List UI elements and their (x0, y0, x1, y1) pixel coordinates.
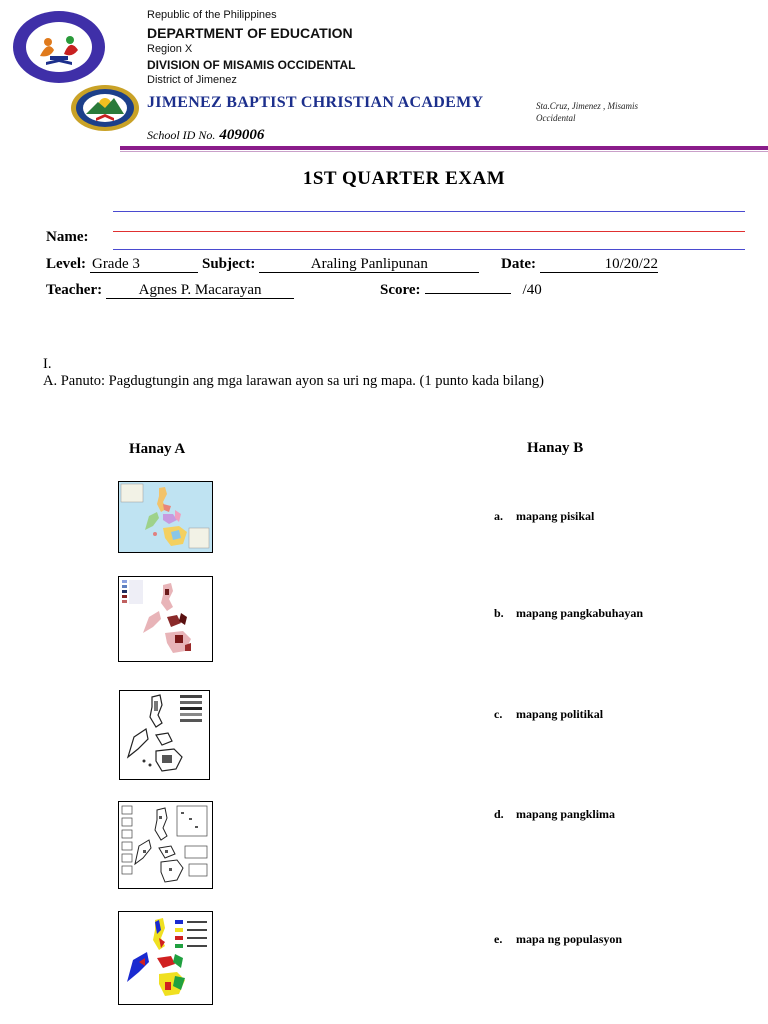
choice-b (494, 606, 643, 621)
header-department: DEPARTMENT OF EDUCATION (147, 25, 353, 41)
teacher-label: Teacher: (46, 282, 103, 298)
climate-map-image (118, 911, 213, 1005)
choice-a (494, 509, 594, 524)
date-row (501, 255, 658, 273)
level-label: Level: (46, 256, 86, 272)
name-label: Name: (46, 229, 89, 245)
choice-c (494, 707, 603, 722)
score-label: Score: (380, 282, 421, 298)
choice-text: mapang pangkabuhayan (516, 606, 644, 620)
physical-map-image (119, 690, 210, 780)
choice-letter: a. (494, 509, 503, 523)
section-instruction: A. Panuto: Pagdugtungin ang mga larawan ayon sa uri ng mapa. (1 punto kada bilang) (43, 373, 544, 389)
date-label: Date: (501, 256, 536, 272)
choice-e (494, 932, 622, 947)
choice-letter: e. (494, 932, 503, 946)
livelihood-map-image (118, 801, 213, 889)
school-logo (12, 10, 106, 84)
column-b-header: Hanay B (527, 440, 584, 456)
school-address: Sta.Cruz, Jimenez , Misamis Occidental (536, 101, 638, 123)
header-divider (120, 146, 768, 150)
header-divider-thin (120, 151, 768, 152)
choice-text: mapang politikal (516, 707, 604, 721)
section-number: I. (43, 356, 52, 372)
score-row (380, 281, 542, 299)
subject-value: Araling Panlipunan (259, 257, 479, 273)
teacher-value: Agnes P. Macarayan (106, 283, 294, 299)
population-map-image (118, 576, 213, 662)
choice-text: mapang pangklima (516, 807, 616, 821)
political-map-image (118, 481, 213, 553)
date-value: 10/20/22 (540, 257, 658, 273)
name-line-mid (113, 231, 745, 232)
teacher-row (46, 281, 294, 299)
deped-seal (70, 84, 140, 132)
name-line-top (113, 211, 745, 212)
column-a-header: Hanay A (129, 441, 186, 457)
choice-text: mapang pisikal (516, 509, 595, 523)
score-blank[interactable] (425, 293, 511, 294)
subject-label: Subject: (202, 256, 256, 272)
level-value: Grade 3 (90, 257, 198, 273)
choice-letter: c. (494, 707, 503, 721)
school-name: JIMENEZ BAPTIST CHRISTIAN ACADEMY (147, 94, 484, 111)
name-line-bottom (113, 249, 745, 250)
school-id (147, 126, 264, 144)
header-district: District of Jimenez (147, 74, 237, 86)
choice-letter: d. (494, 807, 504, 821)
level-row (46, 255, 198, 273)
school-id-value: 409006 (219, 127, 265, 143)
choice-letter: b. (494, 606, 504, 620)
choice-d (494, 807, 615, 822)
header-republic: Republic of the Philippines (147, 9, 277, 21)
choice-text: mapa ng populasyon (516, 932, 623, 946)
header-division: DIVISION OF MISAMIS OCCIDENTAL (147, 58, 356, 72)
header-region: Region X (147, 43, 193, 55)
score-total: /40 (522, 282, 542, 298)
school-id-label: School ID No. (147, 128, 216, 142)
subject-row (202, 255, 479, 273)
exam-title: 1ST QUARTER EXAM (302, 168, 506, 189)
